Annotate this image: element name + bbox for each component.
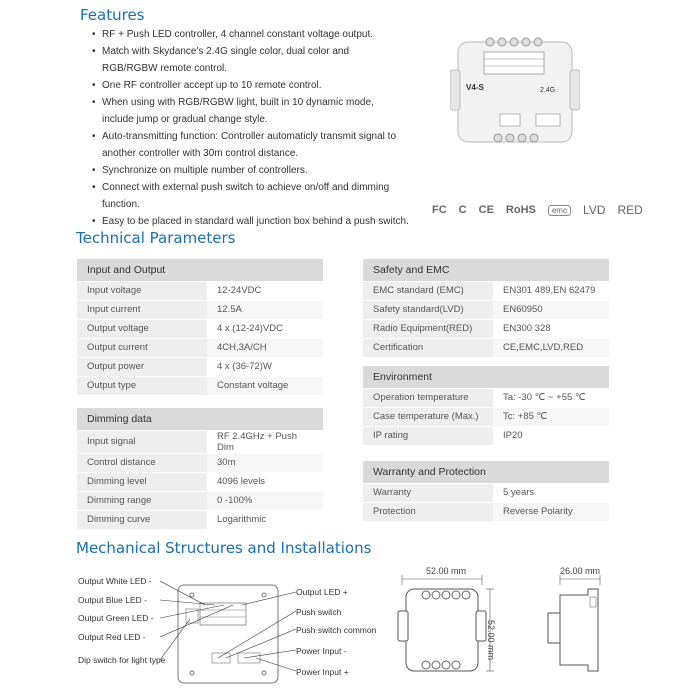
features-list (92, 26, 422, 230)
warranty-header: Warranty and Protection (363, 461, 609, 483)
device-model: V4-S (466, 83, 484, 92)
param-value: 4 x (12-24)VDC (207, 319, 323, 338)
table-row (77, 510, 323, 529)
label-dip-switch: Dip switch for light type (78, 655, 166, 665)
table-row (363, 319, 609, 338)
param-label: Warranty (363, 483, 493, 502)
feature-item: • One RF controller accept up to 10 remote control. (92, 77, 422, 94)
param-label: IP rating (363, 426, 493, 445)
feature-item: • Auto-transmitting function: Controller automaticly transmit signal to (92, 128, 422, 145)
feature-item: • Easy to be placed in standard wall junction box behind a push switch. (92, 213, 422, 230)
param-value: EN60950 (493, 300, 609, 319)
dim-depth: 26.00 mm (560, 566, 601, 576)
param-label: Output current (77, 338, 207, 357)
param-label: Certification (363, 338, 493, 357)
param-label: Output voltage (77, 319, 207, 338)
ce-logo: CE (478, 204, 494, 216)
param-value: 12.5A (207, 300, 323, 319)
tech-title: Technical Parameters (76, 229, 236, 247)
lvd-label: LVD (582, 203, 606, 217)
dim-width: 52.00 mm (426, 566, 467, 576)
param-label: EMC standard (EMC) (363, 281, 493, 300)
table-row (363, 502, 609, 521)
safety-header: Safety and EMC (363, 259, 609, 281)
table-row (363, 407, 609, 426)
table-row (77, 319, 323, 338)
table-row (77, 357, 323, 376)
param-value: Logarithmic (207, 510, 323, 529)
feature-item: • RF + Push LED controller, 4 channel constant voltage output. (92, 26, 422, 43)
param-label: Safety standard(LVD) (363, 300, 493, 319)
param-value: Tc: +85 ℃ (493, 407, 609, 426)
param-value: Ta: -30 ℃ ~ +55 ℃ (493, 388, 609, 407)
table-row (363, 483, 609, 502)
dimming-table (77, 408, 323, 530)
table-row (77, 491, 323, 510)
table-row (77, 300, 323, 319)
warranty-table (363, 461, 609, 522)
param-value: IP20 (493, 426, 609, 445)
feature-item: RGB/RGBW remote control. (102, 63, 228, 74)
emc-logo: emc (548, 205, 571, 216)
feature-item: another controller with 30m control distance. (102, 148, 299, 159)
label-push-switch: Push switch (296, 607, 342, 617)
label-push-common: Push switch common (296, 625, 377, 635)
table-row (363, 388, 609, 407)
table-row (363, 426, 609, 445)
param-label: Case temperature (Max.) (363, 407, 493, 426)
param-label: Input voltage (77, 281, 207, 300)
param-value: 4CH,3A/CH (207, 338, 323, 357)
fcc-logo: FC (432, 204, 447, 216)
table-row (77, 430, 323, 453)
param-label: Operation temperature (363, 388, 493, 407)
feature-item: • Match with Skydance's 2.4G single color, dual color and (92, 43, 422, 60)
param-value: 4 x (36-72)W (207, 357, 323, 376)
feature-item: • When using with RGB/RGBW light, built in 10 dynamic mode, (92, 94, 422, 111)
param-value: 5 years (493, 483, 609, 502)
param-label: Control distance (77, 453, 207, 472)
label-output-white: Output White LED - (78, 576, 152, 586)
table-row (77, 338, 323, 357)
param-label: Output power (77, 357, 207, 376)
table-row (363, 281, 609, 300)
param-label: Radio Equipment(RED) (363, 319, 493, 338)
device-image (450, 30, 580, 150)
param-label: Output type (77, 376, 207, 395)
table-row (363, 300, 609, 319)
input_output-header: Input and Output (77, 259, 323, 281)
input-output-table (77, 259, 323, 396)
features-title: Features (80, 6, 145, 24)
param-label: Input current (77, 300, 207, 319)
param-value: Constant voltage (207, 376, 323, 395)
param-value: 0 -100% (207, 491, 323, 510)
param-label: Dimming range (77, 491, 207, 510)
label-power-minus: Power Input - (296, 646, 347, 656)
wiring-diagram (160, 575, 300, 695)
environment-header: Environment (363, 366, 609, 388)
label-output-led-plus: Output LED + (296, 587, 348, 597)
feature-item: • Synchronize on multiple number of controllers. (92, 162, 422, 179)
dimension-drawing (390, 575, 610, 695)
param-value: EN301 489,EN 62479 (493, 281, 609, 300)
param-value: 12-24VDC (207, 281, 323, 300)
param-label: Dimming level (77, 472, 207, 491)
dim-height: 52.00 mm (486, 620, 496, 661)
safety-table (363, 259, 609, 358)
table-row (77, 376, 323, 395)
param-value: EN300 328 (493, 319, 609, 338)
label-output-red: Output Red LED - (78, 632, 146, 642)
dimming-header: Dimming data (77, 408, 323, 430)
mech-title: Mechanical Structures and Installations (76, 539, 372, 557)
param-value: RF 2.4GHz + Push Dim (207, 430, 323, 453)
param-label: Input signal (77, 430, 207, 453)
label-output-blue: Output Blue LED - (78, 595, 147, 605)
label-output-green: Output Green LED - (78, 613, 154, 623)
param-value: 30m (207, 453, 323, 472)
certification-logos (432, 203, 643, 217)
param-label: Protection (363, 502, 493, 521)
param-value: 4096 levels (207, 472, 323, 491)
table-row (77, 281, 323, 300)
table-row (77, 453, 323, 472)
red-label: RED (617, 203, 643, 217)
feature-item: include jump or gradual change style. (102, 114, 268, 125)
param-label: Dimming curve (77, 510, 207, 529)
label-power-plus: Power Input + (296, 667, 349, 677)
rohs-logo: RoHS (505, 204, 536, 216)
param-value: CE,EMC,LVD,RED (493, 338, 609, 357)
table-row (77, 472, 323, 491)
param-value: Reverse Polarity (493, 502, 609, 521)
feature-item: • Connect with external push switch to achieve on/off and dimming function. (92, 179, 422, 213)
table-row (363, 338, 609, 357)
c-logo: C (458, 204, 467, 216)
environment-table (363, 366, 609, 446)
device-rf: 2.4G (540, 87, 556, 94)
